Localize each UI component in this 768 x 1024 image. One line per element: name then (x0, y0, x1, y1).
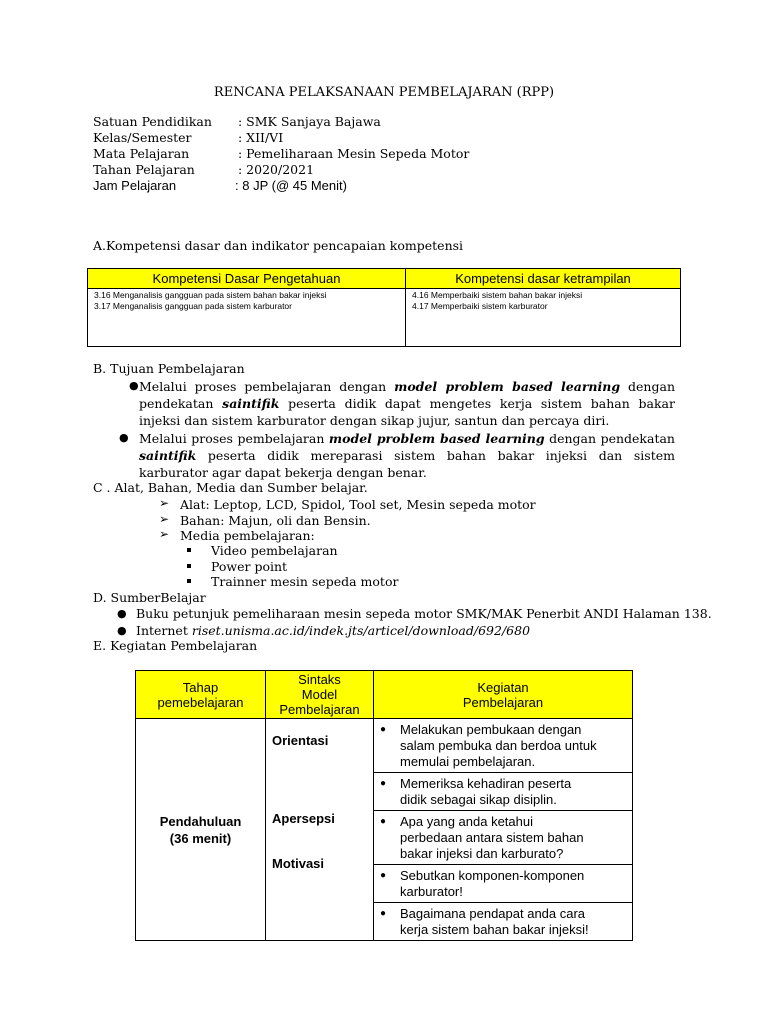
stage-line: Pendahuluan (159, 813, 242, 829)
header-line: Model (301, 687, 338, 702)
info-label: Satuan Pendidikan (93, 114, 212, 129)
section-c-heading: C . Alat, Bahan, Media dan Sumber belajar. (93, 480, 368, 495)
bullet-icon: ● (380, 908, 387, 919)
media-subitem: Trainner mesin sepeda motor (211, 574, 399, 589)
square-bullet-icon (187, 579, 191, 583)
square-bullet-icon (187, 564, 191, 568)
header-line: Pembelajaran (279, 702, 360, 717)
activity-line: Memeriksa kehadiran peserta (400, 776, 572, 791)
objective-1 (139, 378, 675, 429)
objective-emphasis: model problem based learning (394, 379, 621, 394)
info-row (93, 178, 469, 194)
arrow-bullet-icon: ➢ (159, 496, 170, 510)
document-title: RENCANA PELAKSANAAN PEMBELAJARAN (RPP) (213, 85, 555, 100)
activity-line: Bagaimana pendapat anda cara (400, 906, 586, 921)
activity-syntax-cell (266, 719, 374, 941)
activity-line: Melakukan pembukaan dengan (400, 722, 582, 737)
objective-emphasis: model problem based learning (328, 431, 545, 446)
activity-line: bakar injeksi dan karburato? (400, 846, 564, 861)
info-row (93, 162, 469, 178)
bullet-icon: ● (380, 778, 387, 789)
info-row (93, 114, 469, 130)
objective-text: peserta didik mereparasi sistem bahan bakar injeksi dan sistem karburator agar dapat bekerja dengan benar. (139, 448, 675, 480)
stage-line: (36 menit) (169, 830, 232, 846)
objective-emphasis: saintifik (139, 448, 197, 463)
source-link[interactable]: riset.unisma.ac.id/indek.jts/articel/download/692/680 (191, 623, 531, 638)
info-label: Jam Pelajaran (93, 178, 177, 193)
bullet-icon: ● (380, 816, 387, 827)
activity-list-cell (374, 719, 633, 941)
arrow-bullet-icon: ➢ (159, 527, 170, 541)
info-label: Mata Pelajaran (93, 146, 190, 161)
activity-table (135, 670, 633, 941)
competency-header-skill: Kompetensi dasar ketrampilan (406, 269, 681, 289)
syntax-orientasi: Orientasi (272, 733, 329, 748)
competency-line: 3.16 Menganalisis gangguan pada sistem bahan bakar injeksi (94, 290, 327, 300)
activity-line: perbedaan antara sistem bahan (400, 830, 584, 845)
info-block (93, 114, 469, 194)
activity-header-stage (136, 671, 266, 719)
bullet-icon: ● (380, 870, 387, 881)
activity-item (374, 773, 632, 811)
info-value: : SMK Sanjaya Bajawa (238, 114, 381, 129)
objective-text: Melalui proses pembelajaran (139, 431, 329, 446)
arrow-bullet-icon: ➢ (159, 512, 170, 526)
competency-skill-cell (406, 289, 681, 347)
activity-stage-cell (136, 719, 266, 941)
info-row (93, 130, 469, 146)
media-item: Media pembelajaran: (180, 528, 315, 543)
info-value: : 8 JP (@ 45 Menit) (235, 178, 347, 193)
tools-item: Alat: Leptop, LCD, Spidol, Tool set, Mesin sepeda motor (180, 497, 536, 512)
activity-line: kerja sistem bahan bakar injeksi! (400, 922, 589, 937)
info-label: Tahan Pelajaran (93, 162, 195, 177)
header-line: pemebelajaran (157, 694, 244, 710)
source-item-book: Buku petunjuk pemeliharaan mesin sepeda motor SMK/MAK Penerbit ANDI Halaman 138. (136, 606, 712, 621)
activity-item (374, 811, 632, 865)
activity-item (374, 903, 632, 940)
info-value: : Pemeliharaan Mesin Sepeda Motor (238, 146, 470, 161)
competency-line: 4.17 Memperbaiki sistem karburator (412, 301, 548, 311)
bullet-icon: ● (129, 379, 139, 392)
media-subitem: Video pembelajaran (211, 543, 338, 558)
info-label: Kelas/Semester (93, 130, 192, 145)
section-d-heading: D. SumberBelajar (93, 590, 206, 605)
header-line: Tahap (182, 679, 219, 695)
activity-line: didik sebagai sikap disiplin. (400, 792, 557, 807)
objective-text: peserta didik dapat mengetes kerja sistem bahan bakar injeksi dan sistem karburator dengan sikap jujur, santun dan percaya diri. (139, 396, 675, 428)
competency-knowledge-cell (88, 289, 406, 347)
info-value: : XII/VI (238, 130, 284, 145)
objective-2 (139, 430, 675, 481)
competency-line: 3.17 Menganalisis gangguan pada sistem karburator (94, 301, 292, 311)
info-value: : 2020/2021 (238, 162, 315, 177)
competency-table (87, 268, 681, 347)
header-line: Sintaks (298, 672, 341, 687)
activity-item (374, 719, 632, 773)
header-line: Pembelajaran (462, 694, 544, 710)
bullet-icon: ● (119, 431, 129, 444)
activity-header-syntax (266, 671, 374, 719)
source-item-internet (136, 623, 530, 638)
source-internet-label: Internet (136, 623, 192, 638)
media-subitem: Power point (211, 559, 288, 574)
activity-line: Sebutkan komponen-komponen (400, 868, 585, 883)
section-e-heading: E. Kegiatan Pembelajaran (93, 638, 258, 653)
activity-header-activity (374, 671, 633, 719)
syntax-motivasi: Motivasi (272, 856, 325, 871)
header-line: Kegiatan (477, 679, 529, 695)
objective-text: Melalui proses pembelajaran dengan (139, 379, 395, 394)
activity-line: salam pembuka dan berdoa untuk (400, 738, 597, 753)
bullet-icon: ● (380, 724, 387, 735)
competency-header-knowledge: Kompetensi Dasar Pengetahuan (88, 269, 406, 289)
activity-line: memulai pembelajaran. (400, 754, 536, 769)
section-a-heading: A.Kompetensi dasar dan indikator pencapaian kompetensi (93, 238, 464, 253)
syntax-apersepsi: Apersepsi (272, 811, 335, 826)
section-b-heading: B. Tujuan Pembelajaran (93, 361, 245, 376)
objective-text: dengan pendekatan (139, 379, 675, 411)
objective-emphasis: saintifik (222, 396, 280, 411)
square-bullet-icon (187, 548, 191, 552)
competency-line: 4.16 Memperbaiki sistem bahan bakar injeksi (412, 290, 583, 300)
bullet-icon: ● (117, 624, 127, 637)
activity-line: karburator! (400, 884, 463, 899)
materials-item: Bahan: Majun, oli dan Bensin. (180, 513, 371, 528)
bullet-icon: ● (117, 607, 127, 620)
activity-item (374, 865, 632, 903)
objective-text: dengan pendekatan (544, 431, 675, 446)
activity-line: Apa yang anda ketahui (400, 814, 533, 829)
info-row (93, 146, 469, 162)
